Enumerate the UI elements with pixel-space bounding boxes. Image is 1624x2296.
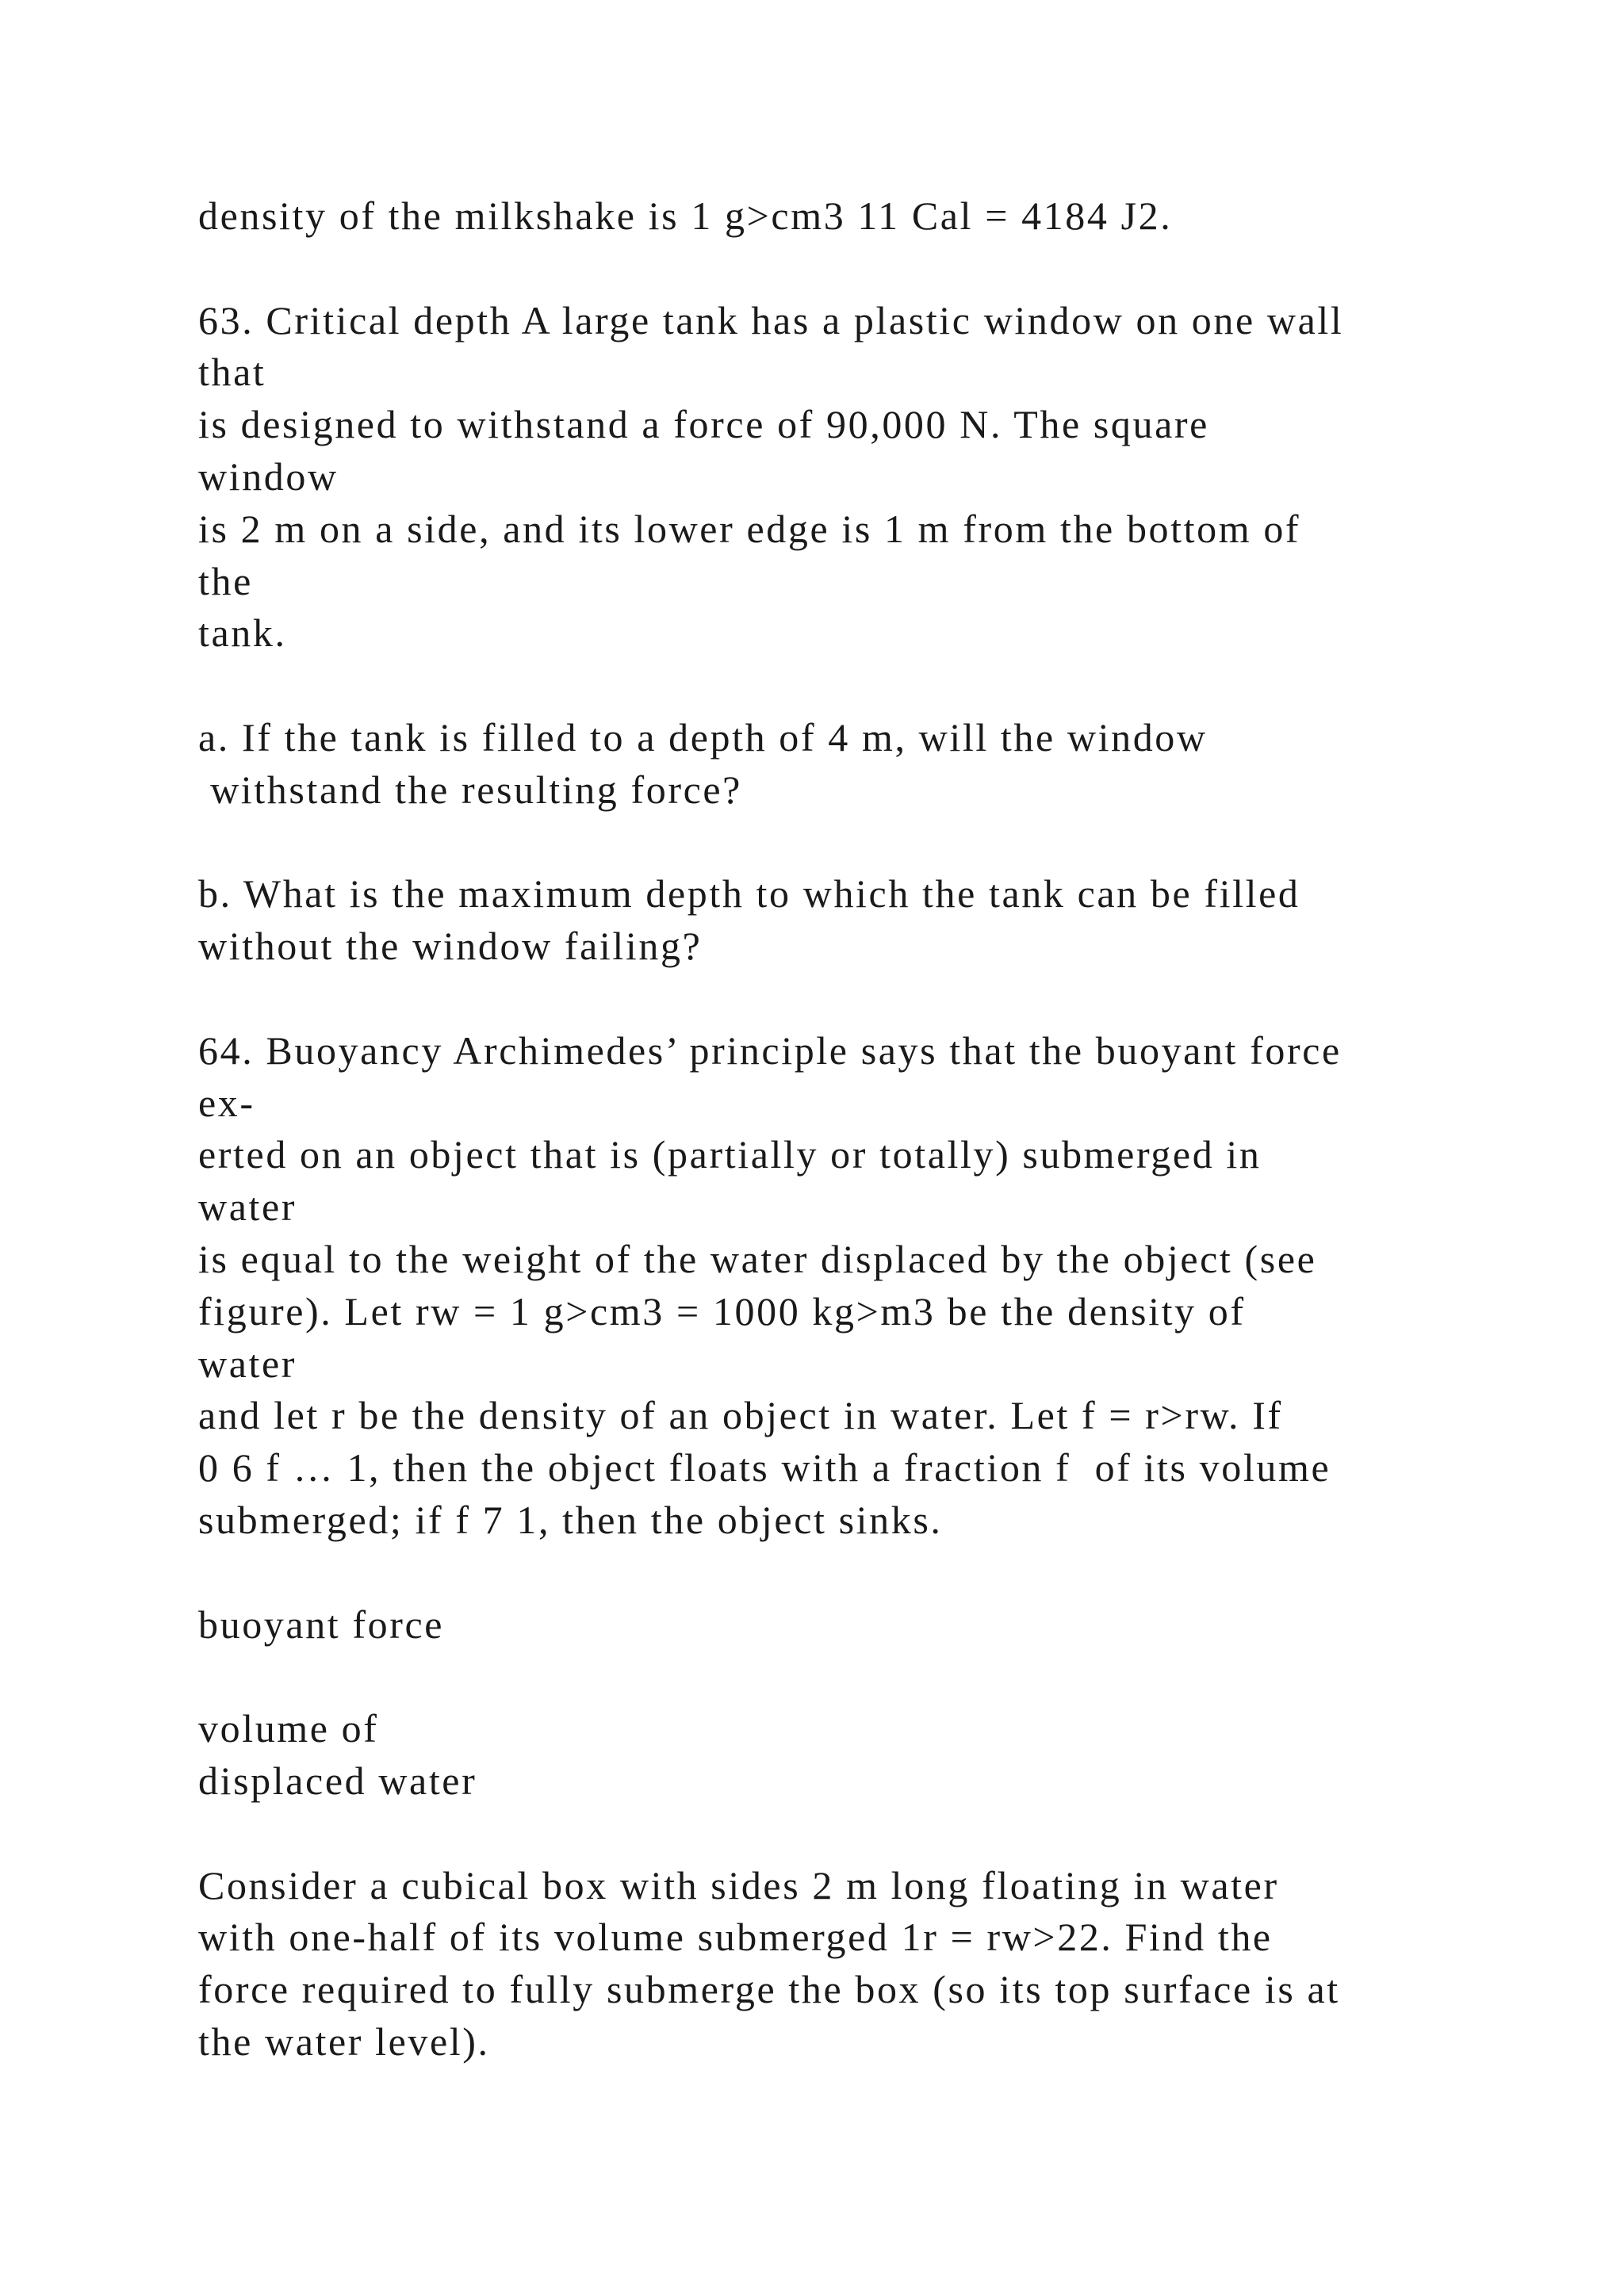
text-line: water: [198, 1184, 297, 1230]
text-line: that: [198, 350, 266, 395]
paragraph-problem-63a: [198, 712, 1546, 817]
document-body: [198, 190, 1546, 2068]
text-line: withstand the resulting force?: [198, 767, 742, 812]
text-line: 64. Buoyancy Archimedes’ principle says that the buoyant force: [198, 1027, 1342, 1073]
paragraph-problem-63: [198, 295, 1546, 660]
text-line: density of the milkshake is 1 g>cm3 11 Cal = 4184 J2.: [198, 193, 1173, 238]
paragraph-problem-64: [198, 1025, 1546, 1547]
paragraph-gap: [198, 817, 1546, 869]
paragraph-problem-63b: [198, 868, 1546, 973]
paragraph-gap: [198, 1651, 1546, 1703]
text-line: and let r be the density of an object in water. Let f = r>rw. If: [198, 1393, 1283, 1438]
text-line: figure). Let rw = 1 g>cm3 = 1000 kg>m3 be the density of: [198, 1288, 1246, 1334]
paragraph-gap: [198, 1808, 1546, 1860]
figure-label-displaced-water: [198, 1703, 1546, 1808]
text-line: with one-half of its volume submerged 1r = rw>22. Find the: [198, 1915, 1273, 1960]
paragraph-gap: [198, 660, 1546, 712]
text-line: Consider a cubical box with sides 2 m long floating in water: [198, 1862, 1279, 1908]
text-line: displaced water: [198, 1758, 477, 1803]
text-line: b. What is the maximum depth to which the tank can be filled: [198, 871, 1300, 916]
text-line: 63. Critical depth A large tank has a plastic window on one wall: [198, 297, 1344, 342]
text-line: tank.: [198, 610, 287, 656]
text-line: submerged; if f 7 1, then the object sinks.: [198, 1497, 943, 1542]
paragraph-problem-64-question: [198, 1860, 1546, 2068]
text-line: force required to fully submerge the box (so its top surface is at: [198, 1967, 1340, 2012]
text-line: volume of: [198, 1706, 379, 1751]
text-line: without the window failing?: [198, 924, 703, 969]
paragraph-gap: [198, 1547, 1546, 1599]
paragraph-gap: [198, 973, 1546, 1025]
paragraph-gap: [198, 243, 1546, 295]
text-line: 0 6 f … 1, then the object floats with a fraction f of its volume: [198, 1445, 1331, 1490]
text-line: window: [198, 453, 339, 499]
text-line: is 2 m on a side, and its lower edge is 1 m from the bottom of: [198, 506, 1301, 551]
text-line: the water level).: [198, 2019, 490, 2064]
figure-label-buoyant-force: [198, 1599, 1546, 1651]
paragraph-intro-tail: [198, 190, 1546, 243]
text-line: a. If the tank is filled to a depth of 4 m, will the window: [198, 714, 1208, 760]
text-line: is equal to the weight of the water displaced by the object (see: [198, 1236, 1317, 1281]
text-line: is designed to withstand a force of 90,000 N. The square: [198, 402, 1209, 447]
text-line: the: [198, 558, 253, 603]
text-line: ex-: [198, 1080, 255, 1125]
text-line: water: [198, 1341, 297, 1386]
text-line: buoyant force: [198, 1601, 445, 1647]
text-line: erted on an object that is (partially or totally) submerged in: [198, 1132, 1262, 1177]
